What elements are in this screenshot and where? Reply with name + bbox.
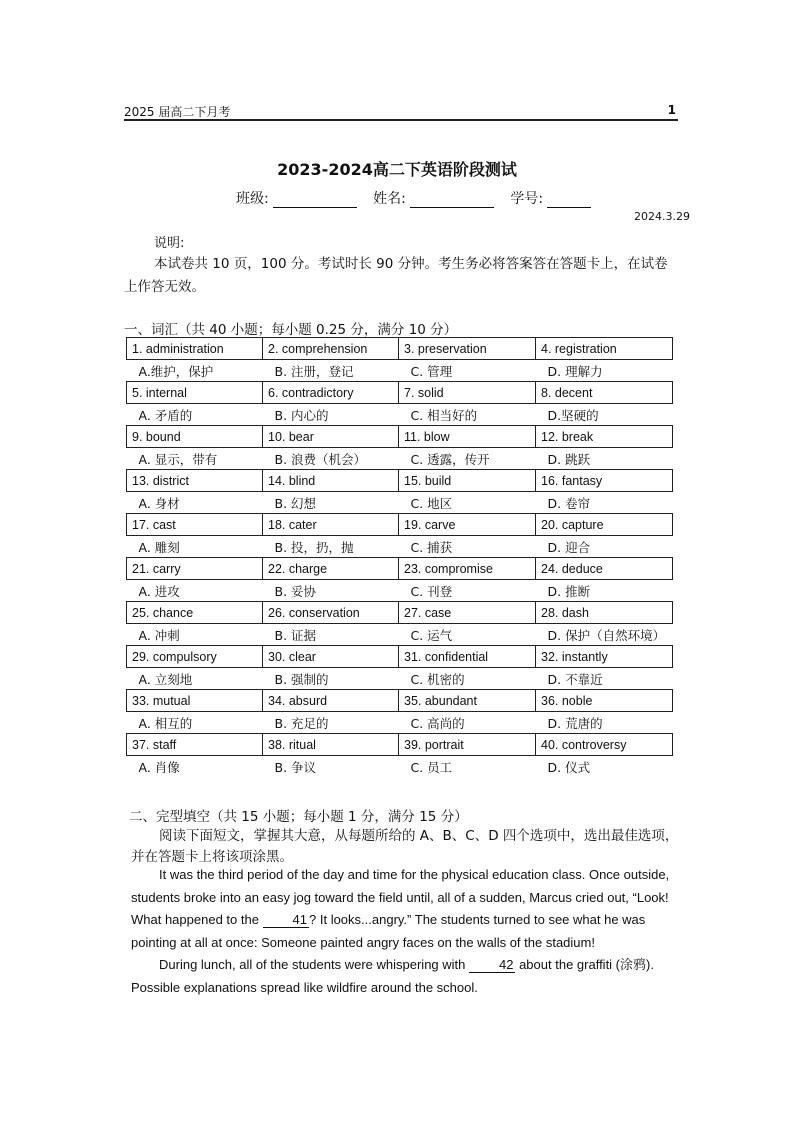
vocab-meaning-row: [127, 360, 673, 382]
vocab-word: 11. blow: [399, 426, 536, 448]
vocab-word-row: [127, 734, 673, 756]
exam-date: 2024.3.29: [634, 210, 690, 223]
header-exam-name: 2025 届高二下月考: [124, 105, 231, 119]
vocab-table: [126, 337, 673, 777]
vocab-word: 19. carve: [399, 514, 536, 536]
vocab-word: 12. break: [536, 426, 673, 448]
vocab-meaning-option: A. 相互的: [138, 715, 193, 731]
vocab-meaning-option: A. 显示，带有: [138, 451, 218, 467]
class-field[interactable]: [273, 193, 357, 208]
vocab-meaning-option: B. 妥协: [274, 583, 317, 599]
vocab-word: 25. chance: [127, 602, 263, 624]
vocab-word-row: [127, 338, 673, 360]
vocab-word: 20. capture: [536, 514, 673, 536]
vocab-meaning-option: B. 注册，登记: [274, 363, 354, 379]
vocab-word-row: [127, 646, 673, 668]
vocab-word: 24. deduce: [536, 558, 673, 580]
vocab-meaning-row: [127, 536, 673, 558]
vocab-meaning-option: B. 争议: [274, 759, 317, 775]
vocab-word: 18. cater: [263, 514, 399, 536]
vocab-meaning-option: D. 迎合: [547, 539, 591, 555]
vocab-meaning-option: D. 保护（自然环境）: [547, 627, 666, 643]
student-info-fields: [236, 188, 603, 208]
vocab-word-row: [127, 558, 673, 580]
vocab-meaning-option: D.坚硬的: [547, 407, 599, 423]
section1-title: 一、词汇（共 40 小题；每小题 0.25 分，满分 10 分）: [124, 322, 458, 338]
vocab-word: 40. controversy: [536, 734, 673, 756]
vocab-word: 29. compulsory: [127, 646, 263, 668]
vocab-meaning-option: B. 幻想: [274, 495, 317, 511]
id-field[interactable]: [547, 193, 591, 208]
vocab-meaning-option: C. 相当好的: [410, 407, 478, 423]
vocab-meaning-option: B. 证据: [274, 627, 317, 643]
vocab-meaning-option: D. 荒唐的: [547, 715, 603, 731]
vocab-meaning-option: A. 矛盾的: [138, 407, 193, 423]
vocab-meaning-row: [127, 492, 673, 514]
vocab-word: 27. case: [399, 602, 536, 624]
vocab-word: 14. blind: [263, 470, 399, 492]
page-number: 1: [667, 103, 676, 117]
vocab-meaning-option: A. 身材: [138, 495, 180, 511]
vocab-meaning-option: C. 刊登: [410, 583, 453, 599]
cloze-passage: [131, 864, 686, 999]
vocab-word: 26. conservation: [263, 602, 399, 624]
explain-label: 说明:: [154, 236, 185, 251]
vocab-word: 30. clear: [263, 646, 399, 668]
vocab-meaning-option: B. 浪费（机会）: [274, 451, 367, 467]
vocab-meaning-option: C. 透露，传开: [410, 451, 490, 467]
vocab-word: 36. noble: [536, 690, 673, 712]
name-field[interactable]: [410, 193, 494, 208]
class-label: 班级:: [236, 191, 269, 207]
vocab-word: 34. absurd: [263, 690, 399, 712]
vocab-word: 21. carry: [127, 558, 263, 580]
vocab-meaning-option: D. 理解力: [547, 363, 603, 379]
vocab-meaning-row: [127, 756, 673, 778]
vocab-meaning-option: D. 不靠近: [547, 671, 603, 687]
vocab-meaning-option: C. 地区: [410, 495, 453, 511]
vocab-meaning-option: B. 投，扔，抛: [274, 539, 354, 555]
vocab-word: 5. internal: [127, 382, 263, 404]
vocab-word: 15. build: [399, 470, 536, 492]
vocab-meaning-option: C. 管理: [410, 363, 453, 379]
page-title: 2023-2024高二下英语阶段测试: [277, 160, 517, 179]
vocab-word: 35. abundant: [399, 690, 536, 712]
vocab-meaning-option: D. 卷帘: [547, 495, 591, 511]
vocab-word: 10. bear: [263, 426, 399, 448]
vocab-word: 17. cast: [127, 514, 263, 536]
vocab-meaning-option: B. 强制的: [274, 671, 329, 687]
vocab-word: 38. ritual: [263, 734, 399, 756]
vocab-meaning-option: C. 捕获: [410, 539, 453, 555]
vocab-word: 37. staff: [127, 734, 263, 756]
vocab-word: 39. portrait: [399, 734, 536, 756]
vocab-word: 32. instantly: [536, 646, 673, 668]
vocab-meaning-option: D. 推断: [547, 583, 591, 599]
vocab-meaning-option: A. 冲刺: [138, 627, 180, 643]
vocab-word: 31. confidential: [399, 646, 536, 668]
vocab-word: 9. bound: [127, 426, 263, 448]
vocab-word: 22. charge: [263, 558, 399, 580]
vocab-word-row: [127, 382, 673, 404]
vocab-meaning-row: [127, 448, 673, 470]
vocab-word-row: [127, 426, 673, 448]
section2-title: 二、完型填空（共 15 小题；每小题 1 分，满分 15 分）: [129, 809, 468, 825]
vocab-meaning-row: [127, 712, 673, 734]
vocab-meaning-option: A. 雕刻: [138, 539, 180, 555]
vocab-word: 3. preservation: [399, 338, 536, 360]
vocab-meaning-option: C. 高尚的: [410, 715, 465, 731]
passage-paragraph: It was the third period of the day and time for the physical education class. Once outside, students broke into an easy jog toward the field until, all of a sudden, Marcus cried out, “Look! What happened to the 41 ? It looks...angry.” The students turned to see what he was pointing at all at once: Someone painted angry faces on the walls of the stadium!: [131, 867, 670, 950]
vocab-word-row: [127, 514, 673, 536]
vocab-word: 23. compromise: [399, 558, 536, 580]
vocab-word: 8. decent: [536, 382, 673, 404]
vocab-word-row: [127, 470, 673, 492]
blank-42: 42: [469, 958, 515, 973]
vocab-word: 13. district: [127, 470, 263, 492]
id-label: 学号:: [510, 191, 544, 207]
vocab-word: 7. solid: [399, 382, 536, 404]
page-header: [124, 103, 678, 121]
vocab-meaning-option: D. 跳跃: [547, 451, 591, 467]
vocab-word: 1. administration: [127, 338, 263, 360]
section2-instructions: 阅读下面短文，掌握其大意，从每题所给的 A、B、C、D 四个选项中，选出最佳选项，并在答题卡上将该项涂黑。: [131, 828, 679, 865]
passage-paragraph: During lunch, all of the students were whispering with 42 about the graffiti (涂鸦). Possible explanations spread like wildfire around the school.: [131, 957, 654, 995]
vocab-meaning-option: C. 员工: [410, 759, 453, 775]
vocab-meaning-option: A. 立刻地: [138, 671, 193, 687]
vocab-meaning-option: A. 肖像: [138, 759, 180, 775]
vocab-word: 6. contradictory: [263, 382, 399, 404]
vocab-meaning-row: [127, 404, 673, 426]
vocab-meaning-option: B. 内心的: [274, 407, 329, 423]
vocab-word: 33. mutual: [127, 690, 263, 712]
name-label: 姓名:: [373, 191, 406, 207]
vocab-word: 16. fantasy: [536, 470, 673, 492]
vocab-meaning-row: [127, 668, 673, 690]
vocab-meaning-option: B. 充足的: [274, 715, 329, 731]
vocab-meaning-option: A.维护，保护: [138, 363, 214, 379]
vocab-word: 28. dash: [536, 602, 673, 624]
vocab-meaning-option: D. 仪式: [547, 759, 591, 775]
vocab-word: 4. registration: [536, 338, 673, 360]
vocab-meaning-row: [127, 624, 673, 646]
vocab-meaning-option: C. 机密的: [410, 671, 465, 687]
vocab-word-row: [127, 690, 673, 712]
vocab-meaning-option: C. 运气: [410, 627, 453, 643]
explain-text: 本试卷共 10 页，100 分。考试时长 90 分钟。考生务必将答案答在答题卡上，在试卷上作答无效。: [124, 256, 668, 295]
vocab-meaning-option: A. 进攻: [138, 583, 180, 599]
vocab-word-row: [127, 602, 673, 624]
vocab-meaning-row: [127, 580, 673, 602]
blank-41: 41: [263, 913, 309, 928]
vocab-word: 2. comprehension: [263, 338, 399, 360]
